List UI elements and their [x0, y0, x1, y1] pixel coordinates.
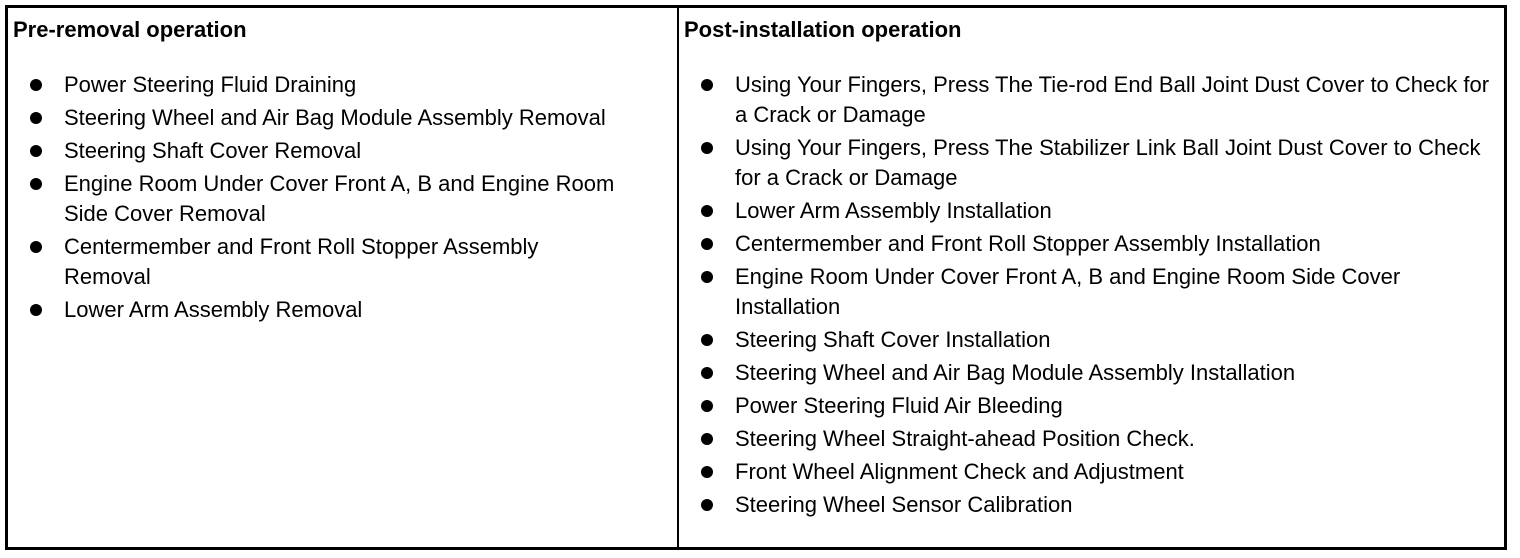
pre-removal-heading: Pre-removal operation	[13, 17, 247, 42]
bullet-icon	[30, 79, 42, 91]
list-item-text: Steering Shaft Cover Removal	[64, 138, 362, 163]
bullet-icon	[701, 466, 713, 478]
bullet-icon	[30, 241, 42, 253]
pre-removal-list	[28, 70, 628, 328]
list-item	[28, 232, 628, 292]
list-item	[699, 490, 1499, 520]
list-item-text: Engine Room Under Cover Front A, B and Engine Room Side Cover Installation	[735, 264, 1401, 319]
list-item	[699, 70, 1499, 130]
list-item-text: Centermember and Front Roll Stopper Assembly Installation	[735, 231, 1321, 256]
list-item-text: Steering Wheel and Air Bag Module Assembly Removal	[64, 105, 606, 130]
bullet-icon	[30, 112, 42, 124]
bullet-icon	[30, 178, 42, 190]
list-item	[699, 457, 1499, 487]
list-item-text: Steering Wheel Straight-ahead Position Check.	[735, 426, 1195, 451]
list-item	[28, 295, 628, 325]
bullet-icon	[701, 334, 713, 346]
list-item	[28, 169, 628, 229]
bullet-icon	[701, 79, 713, 91]
bullet-icon	[30, 145, 42, 157]
bullet-icon	[701, 238, 713, 250]
bullet-icon	[701, 205, 713, 217]
list-item-text: Centermember and Front Roll Stopper Assembly Removal	[64, 234, 539, 289]
list-item-text: Using Your Fingers, Press The Stabilizer Link Ball Joint Dust Cover to Check for a Crack or Damage	[735, 135, 1481, 190]
list-item-text: Steering Shaft Cover Installation	[735, 327, 1051, 352]
list-item-text: Steering Wheel and Air Bag Module Assembly Installation	[735, 360, 1296, 385]
post-installation-heading: Post-installation operation	[684, 17, 962, 42]
list-item-text: Using Your Fingers, Press The Tie-rod End Ball Joint Dust Cover to Check for a Crack or Damage	[735, 72, 1490, 127]
post-installation-column	[679, 8, 1504, 547]
list-item-text: Lower Arm Assembly Removal	[64, 297, 363, 322]
list-item	[699, 391, 1499, 421]
list-item-text: Front Wheel Alignment Check and Adjustment	[735, 459, 1184, 484]
list-item	[28, 136, 628, 166]
operations-table	[5, 5, 1507, 550]
list-item	[699, 133, 1499, 193]
pre-removal-column	[8, 8, 679, 547]
bullet-icon	[701, 367, 713, 379]
bullet-icon	[701, 433, 713, 445]
list-item-text: Lower Arm Assembly Installation	[735, 198, 1052, 223]
list-item-text: Power Steering Fluid Air Bleeding	[735, 393, 1063, 418]
list-item-text: Engine Room Under Cover Front A, B and Engine Room Side Cover Removal	[64, 171, 615, 226]
list-item	[699, 196, 1499, 226]
list-item	[699, 358, 1499, 388]
list-item-text: Steering Wheel Sensor Calibration	[735, 492, 1073, 517]
list-item	[699, 262, 1499, 322]
bullet-icon	[30, 304, 42, 316]
bullet-icon	[701, 400, 713, 412]
list-item	[28, 70, 628, 100]
post-installation-list	[699, 70, 1499, 523]
list-item-text: Power Steering Fluid Draining	[64, 72, 357, 97]
bullet-icon	[701, 142, 713, 154]
list-item	[699, 325, 1499, 355]
list-item	[699, 229, 1499, 259]
bullet-icon	[701, 499, 713, 511]
bullet-icon	[701, 271, 713, 283]
list-item	[28, 103, 628, 133]
list-item	[699, 424, 1499, 454]
